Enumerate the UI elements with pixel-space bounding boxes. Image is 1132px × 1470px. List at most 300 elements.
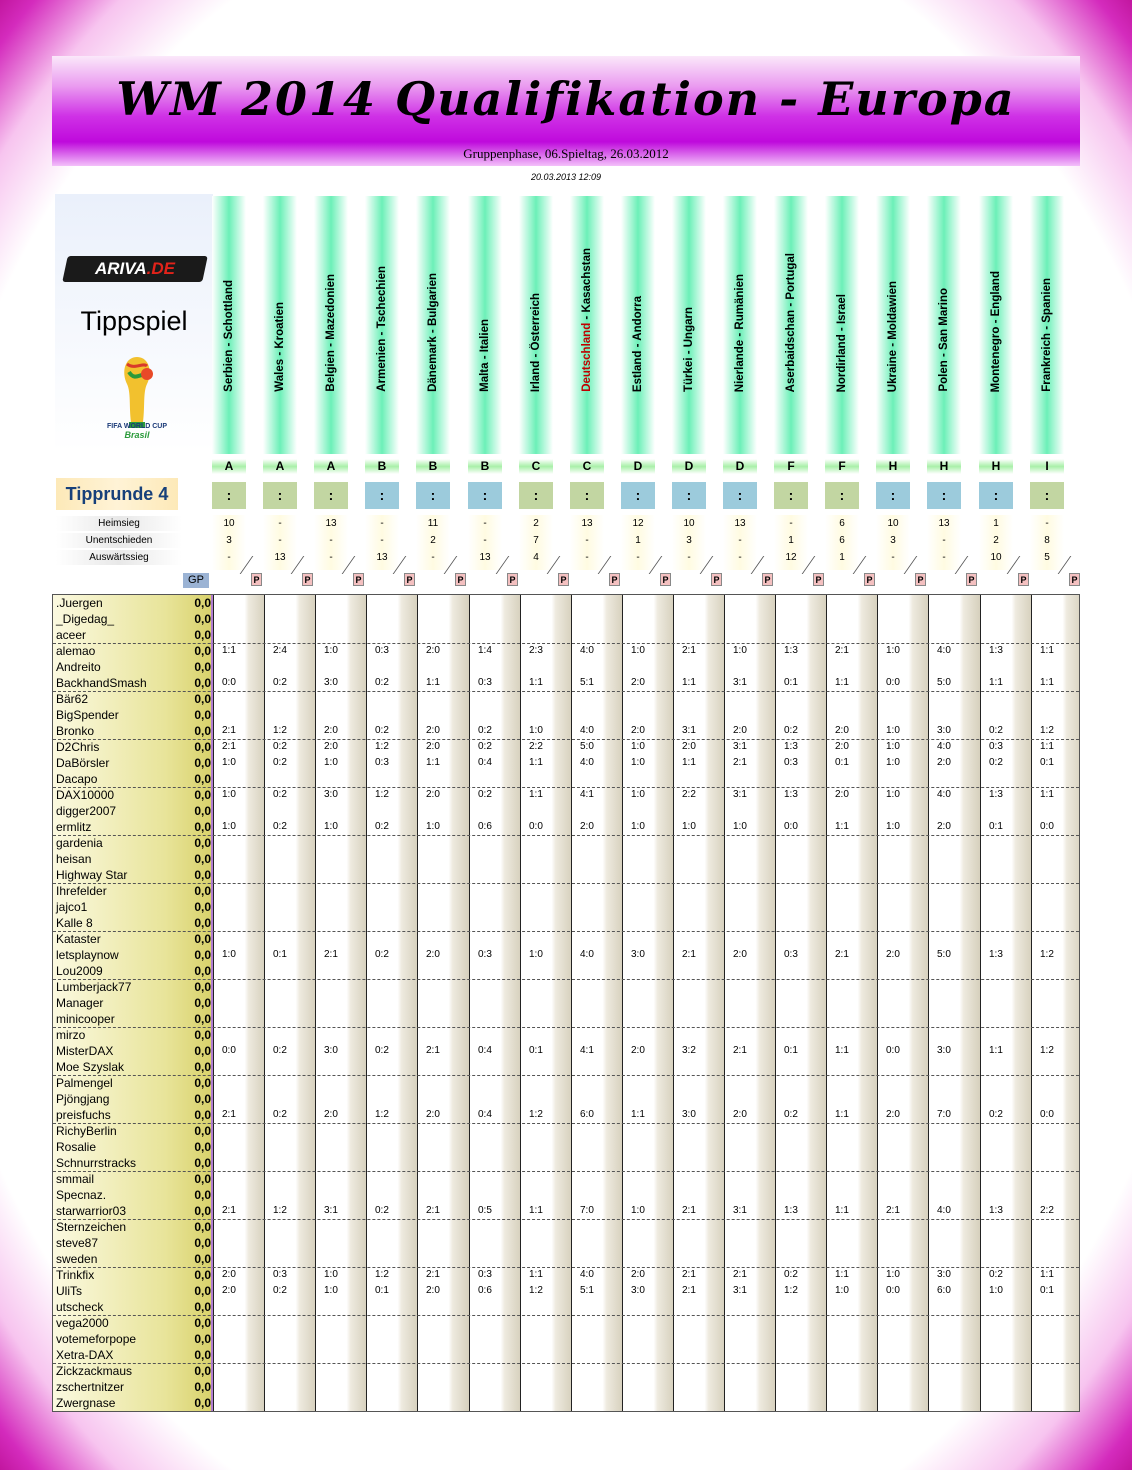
player-points: 0,0 <box>194 1140 211 1154</box>
points-button[interactable]: P <box>609 573 620 586</box>
tip-cell: 2:1 <box>222 741 236 752</box>
match-header: Türkei - Ungarn <box>683 307 695 392</box>
player-points: 0,0 <box>194 996 211 1010</box>
player-points: 0,0 <box>194 628 211 642</box>
player-points: 0,0 <box>194 692 211 706</box>
tip-cell: 5:1 <box>580 1285 594 1296</box>
player-name[interactable]: Schnurrstracks <box>56 1156 137 1170</box>
player-name[interactable]: smmail <box>56 1172 94 1186</box>
player-points: 0,0 <box>194 1204 211 1218</box>
stat-draw: - <box>380 535 384 546</box>
tip-cell: 1:3 <box>989 789 1003 800</box>
tip-cell: 2:1 <box>682 645 696 656</box>
tip-cell: 1:0 <box>324 821 338 832</box>
points-button[interactable]: P <box>813 573 824 586</box>
player-row <box>53 1251 1079 1268</box>
tip-cell: 1:0 <box>631 645 645 656</box>
tip-cell: 0:2 <box>784 1109 798 1120</box>
stat-away-win: 13 <box>274 552 286 563</box>
points-button[interactable]: P <box>864 573 875 586</box>
tip-cell: 0:2 <box>273 757 287 768</box>
stat-draw: 2 <box>430 535 436 546</box>
tip-cell: 0:0 <box>886 1045 900 1056</box>
tip-cell: 1:3 <box>784 789 798 800</box>
player-row <box>53 803 1079 819</box>
tip-cell: 0:1 <box>529 1045 543 1056</box>
match-header: Nordirland - Israel <box>836 293 848 392</box>
group-badge: H <box>876 459 910 474</box>
player-points: 0,0 <box>194 948 211 962</box>
tip-cell: 1:1 <box>1040 789 1054 800</box>
tip-cell: 4:0 <box>937 789 951 800</box>
player-points: 0,0 <box>194 1268 211 1282</box>
tip-cell: 3:1 <box>733 741 747 752</box>
player-row <box>53 1091 1079 1107</box>
tip-cell: 0:0 <box>784 821 798 832</box>
points-button[interactable]: P <box>1069 573 1080 586</box>
player-name[interactable]: Xetra-DAX <box>56 1348 114 1362</box>
player-name[interactable]: Trinkfix <box>56 1268 95 1282</box>
points-button[interactable]: P <box>302 573 313 586</box>
tip-cell: 1:2 <box>273 1205 287 1216</box>
tip-cell: 3:0 <box>324 677 338 688</box>
group-badge: H <box>979 459 1013 474</box>
ariva-logo[interactable]: ARIVA.DE <box>62 256 208 282</box>
player-row <box>53 931 1079 947</box>
player-name[interactable]: Highway Star <box>56 868 128 882</box>
player-name[interactable]: .Juergen <box>56 596 103 610</box>
group-badge: B <box>365 459 399 474</box>
tip-cell: 2:2 <box>1040 1205 1054 1216</box>
group-badge: A <box>314 459 348 474</box>
player-name[interactable]: Zickzackmaus <box>56 1364 133 1378</box>
stat-home-win: - <box>278 518 282 529</box>
stat-home-win: 10 <box>683 518 695 529</box>
tip-cell: 1:2 <box>784 1285 798 1296</box>
player-points: 0,0 <box>194 1284 211 1298</box>
tip-cell: 1:0 <box>222 757 236 768</box>
tip-cell: 3:0 <box>937 1045 951 1056</box>
player-name[interactable]: UliTs <box>56 1284 82 1298</box>
tip-cell: 1:1 <box>529 789 543 800</box>
player-name[interactable]: vega2000 <box>56 1316 109 1330</box>
stat-draw: - <box>278 535 282 546</box>
player-points: 0,0 <box>194 1012 211 1026</box>
tip-cell: 3:0 <box>682 1109 696 1120</box>
tip-cell: 1:0 <box>529 725 543 736</box>
player-name[interactable]: sweden <box>56 1252 98 1266</box>
tip-cell: 2:0 <box>631 725 645 736</box>
player-row <box>53 1027 1079 1043</box>
points-button[interactable]: P <box>455 573 466 586</box>
tip-cell: 0:3 <box>989 741 1003 752</box>
player-name[interactable]: utscheck <box>56 1300 104 1314</box>
player-row <box>53 1283 1079 1299</box>
tip-cell: 3:1 <box>733 677 747 688</box>
player-name[interactable]: Zwergnase <box>56 1396 116 1410</box>
tip-cell: 1:1 <box>835 821 849 832</box>
match-result: : <box>416 482 450 509</box>
tip-cell: 1:0 <box>631 821 645 832</box>
tip-cell: 1:0 <box>222 949 236 960</box>
tip-cell: 2:0 <box>324 1109 338 1120</box>
match-result: : <box>774 482 808 509</box>
player-points: 0,0 <box>194 1396 211 1410</box>
tip-cell: 6:0 <box>580 1109 594 1120</box>
group-badge: A <box>212 459 246 474</box>
tip-cell: 0:6 <box>478 821 492 832</box>
player-row <box>53 611 1079 627</box>
player-points: 0,0 <box>194 916 211 930</box>
player-row <box>53 659 1079 675</box>
tip-cell: 1:2 <box>375 1109 389 1120</box>
player-row <box>53 1299 1079 1316</box>
player-name[interactable]: DAX10000 <box>56 788 115 802</box>
player-name[interactable]: Moe Szyslak <box>56 1060 125 1074</box>
group-badge: D <box>723 459 757 474</box>
stat-home-win: 13 <box>938 518 950 529</box>
tip-cell: 0:1 <box>989 821 1003 832</box>
match-result: : <box>570 482 604 509</box>
player-name[interactable]: alemao <box>56 644 96 658</box>
tip-cell: 0:6 <box>478 1285 492 1296</box>
tip-cell: 1:2 <box>1040 1045 1054 1056</box>
tip-cell: 5:0 <box>937 949 951 960</box>
player-points: 0,0 <box>194 1108 211 1122</box>
player-points: 0,0 <box>194 772 211 786</box>
tip-cell: 1:3 <box>989 645 1003 656</box>
player-name[interactable]: Sternzeichen <box>56 1220 127 1234</box>
tip-cell: 0:2 <box>478 725 492 736</box>
tip-cell: 0:3 <box>273 1269 287 1280</box>
tip-cell: 0:2 <box>273 1045 287 1056</box>
tip-cell: 7:0 <box>937 1109 951 1120</box>
stat-label-away-win: Auswärtssieg <box>56 550 182 565</box>
stat-away-win: - <box>431 552 435 563</box>
stat-draw: - <box>483 535 487 546</box>
stat-away-win: 1 <box>839 552 845 563</box>
stat-draw: 2 <box>993 535 999 546</box>
tip-cell: 2:1 <box>682 1205 696 1216</box>
points-button[interactable]: P <box>1018 573 1029 586</box>
match-result: : <box>263 482 297 509</box>
tip-cell: 1:1 <box>426 757 440 768</box>
player-name[interactable]: gardenia <box>56 836 103 850</box>
tip-cell: 1:0 <box>886 741 900 752</box>
player-row <box>53 947 1079 963</box>
tip-cell: 2:0 <box>426 949 440 960</box>
tip-cell: 0:1 <box>273 949 287 960</box>
player-points: 0,0 <box>194 756 211 770</box>
player-row <box>53 1315 1079 1331</box>
tip-cell: 1:3 <box>989 1205 1003 1216</box>
group-badge: D <box>672 459 706 474</box>
player-points: 0,0 <box>194 612 211 626</box>
tip-cell: 0:0 <box>529 821 543 832</box>
tip-cell: 0:0 <box>886 1285 900 1296</box>
tip-cell: 1:1 <box>835 1045 849 1056</box>
points-button[interactable]: P <box>966 573 977 586</box>
match-header: Estland - Andorra <box>632 295 644 392</box>
player-name[interactable]: aceer <box>56 628 87 642</box>
player-name[interactable]: Manager <box>56 996 104 1010</box>
tip-cell: 0:3 <box>478 677 492 688</box>
stat-home-win: 12 <box>632 518 644 529</box>
points-button[interactable]: P <box>353 573 364 586</box>
player-name[interactable]: Kataster <box>56 932 101 946</box>
tip-cell: 1:2 <box>273 725 287 736</box>
player-name[interactable]: Palmengel <box>56 1076 113 1090</box>
player-name[interactable]: starwarrior03 <box>56 1204 127 1218</box>
player-name[interactable]: _Digedag_ <box>56 612 115 626</box>
player-row <box>53 723 1079 740</box>
tip-cell: 1:0 <box>222 821 236 832</box>
points-button[interactable]: P <box>660 573 671 586</box>
tip-cell: 2:1 <box>733 757 747 768</box>
player-name[interactable]: Ihrefelder <box>56 884 107 898</box>
player-points: 0,0 <box>194 788 211 802</box>
tip-cell: 0:2 <box>784 725 798 736</box>
tip-cell: 0:2 <box>375 677 389 688</box>
player-name[interactable]: Kalle 8 <box>56 916 93 930</box>
player-row <box>53 675 1079 692</box>
match-result: : <box>365 482 399 509</box>
player-name[interactable]: Pjöngjang <box>56 1092 110 1106</box>
player-name[interactable]: ermlitz <box>56 820 92 834</box>
player-points: 0,0 <box>194 1364 211 1378</box>
player-name[interactable]: MisterDAX <box>56 1044 114 1058</box>
points-button[interactable]: P <box>507 573 518 586</box>
stat-draw: 3 <box>686 535 692 546</box>
player-points: 0,0 <box>194 1172 211 1186</box>
tip-cell: 0:4 <box>478 1045 492 1056</box>
tip-cell: 1:0 <box>682 821 696 832</box>
tip-cell: 6:0 <box>937 1285 951 1296</box>
match-header: Ukraine - Moldawien <box>887 280 899 392</box>
stat-away-win: 12 <box>785 552 797 563</box>
player-name[interactable]: steve87 <box>56 1236 99 1250</box>
tip-cell: 0:2 <box>273 1285 287 1296</box>
player-name[interactable]: RichyBerlin <box>56 1124 117 1138</box>
player-row <box>53 1331 1079 1347</box>
tip-cell: 3:0 <box>937 725 951 736</box>
tip-cell: 2:1 <box>426 1269 440 1280</box>
tip-cell: 0:1 <box>375 1285 389 1296</box>
tip-cell: 2:0 <box>324 741 338 752</box>
stat-away-win: 10 <box>990 552 1002 563</box>
tip-cell: 0:4 <box>478 1109 492 1120</box>
player-name[interactable]: D2Chris <box>56 740 100 754</box>
stat-home-win: - <box>1045 518 1049 529</box>
stat-away-win: 13 <box>376 552 388 563</box>
match-header: Frankreich - Spanien <box>1041 278 1053 392</box>
tip-cell: 3:0 <box>631 1285 645 1296</box>
player-points: 0,0 <box>194 964 211 978</box>
game-label: Tippspiel <box>80 306 188 336</box>
tip-cell: 1:1 <box>835 1109 849 1120</box>
player-row <box>53 835 1079 851</box>
match-header: Wales - Kroatien <box>274 302 286 392</box>
match-header: Dänemark - Bulgarien <box>427 273 439 392</box>
points-button[interactable]: P <box>762 573 773 586</box>
player-row <box>53 1123 1079 1139</box>
player-row <box>53 979 1079 995</box>
player-name[interactable]: BigSpender <box>56 708 119 722</box>
tip-cell: 1:2 <box>375 1269 389 1280</box>
tip-cell: 0:4 <box>478 757 492 768</box>
tip-cell: 2:1 <box>426 1205 440 1216</box>
points-button[interactable]: P <box>915 573 926 586</box>
player-points: 0,0 <box>194 1028 211 1042</box>
match-header: Serbien - Schottland <box>223 280 235 392</box>
player-points: 0,0 <box>194 1124 211 1138</box>
tip-cell: 0:2 <box>784 1269 798 1280</box>
player-row <box>53 1203 1079 1220</box>
match-header: Montenegro - England <box>990 270 1002 392</box>
player-row <box>53 1059 1079 1076</box>
tip-cell: 2:1 <box>682 949 696 960</box>
tip-cell: 0:3 <box>478 949 492 960</box>
player-name[interactable]: minicooper <box>56 1012 115 1026</box>
tip-cell: 0:1 <box>784 677 798 688</box>
tip-cell: 1:0 <box>886 725 900 736</box>
tip-cell: 2:1 <box>324 949 338 960</box>
player-row <box>53 1011 1079 1028</box>
tip-cell: 4:0 <box>937 741 951 752</box>
stat-home-win: 10 <box>887 518 899 529</box>
player-points: 0,0 <box>194 1076 211 1090</box>
tip-cell: 3:1 <box>733 1205 747 1216</box>
player-name[interactable]: Specnaz. <box>56 1188 107 1202</box>
points-button[interactable]: P <box>404 573 415 586</box>
player-name[interactable]: votemeforpope <box>56 1332 137 1346</box>
player-name[interactable]: Bär62 <box>56 692 89 706</box>
tip-cell: 4:0 <box>937 645 951 656</box>
tip-cell: 2:2 <box>529 741 543 752</box>
tip-cell: 0:2 <box>273 789 287 800</box>
tip-cell: 1:1 <box>989 1045 1003 1056</box>
player-name[interactable]: preisfuchs <box>56 1108 111 1122</box>
player-name[interactable]: Andreito <box>56 660 101 674</box>
player-row <box>53 1235 1079 1251</box>
tip-cell: 1:1 <box>682 677 696 688</box>
player-name[interactable]: BackhandSmash <box>56 676 147 690</box>
points-button[interactable]: P <box>558 573 569 586</box>
tip-cell: 2:1 <box>886 1205 900 1216</box>
stat-draw: - <box>942 535 946 546</box>
player-row <box>53 963 1079 980</box>
match-result: : <box>621 482 655 509</box>
player-row <box>53 787 1079 803</box>
player-row <box>53 915 1079 932</box>
points-button[interactable]: P <box>251 573 262 586</box>
tip-cell: 1:1 <box>222 645 236 656</box>
tip-cell: 2:0 <box>733 1109 747 1120</box>
player-name[interactable]: letsplaynow <box>56 948 119 962</box>
player-name[interactable]: jajco1 <box>56 900 88 914</box>
tip-cell: 2:0 <box>631 1045 645 1056</box>
tip-cell: 3:0 <box>324 1045 338 1056</box>
player-row <box>53 595 1079 611</box>
tip-cell: 2:0 <box>631 1269 645 1280</box>
tip-cell: 0:2 <box>478 789 492 800</box>
player-name[interactable]: Lou2009 <box>56 964 103 978</box>
tip-cell: 1:3 <box>989 949 1003 960</box>
player-name[interactable]: mirzo <box>56 1028 86 1042</box>
player-points: 0,0 <box>194 660 211 674</box>
tip-cell: 0:2 <box>375 1205 389 1216</box>
tip-cell: 0:3 <box>375 757 389 768</box>
tip-cell: 2:0 <box>631 677 645 688</box>
match-result: : <box>1030 482 1064 509</box>
tip-cell: 4:1 <box>580 789 594 800</box>
player-row <box>53 851 1079 867</box>
tip-cell: 1:0 <box>324 757 338 768</box>
tip-cell: 2:0 <box>324 725 338 736</box>
tip-cell: 2:2 <box>682 789 696 800</box>
tip-cell: 1:1 <box>835 677 849 688</box>
group-badge: B <box>468 459 502 474</box>
tip-cell: 1:0 <box>886 645 900 656</box>
tip-cell: 2:1 <box>682 1269 696 1280</box>
stat-home-win: 13 <box>581 518 593 529</box>
player-name[interactable]: Lumberjack77 <box>56 980 132 994</box>
player-row <box>53 995 1079 1011</box>
group-badge: B <box>416 459 450 474</box>
tip-cell: 0:2 <box>273 1109 287 1120</box>
player-points: 0,0 <box>194 980 211 994</box>
tip-cell: 0:0 <box>222 677 236 688</box>
tip-cell: 1:0 <box>886 757 900 768</box>
player-name[interactable]: DaBörsler <box>56 756 110 770</box>
player-name[interactable]: Bronko <box>56 724 95 738</box>
tip-cell: 1:0 <box>733 645 747 656</box>
tip-cell: 2:3 <box>529 645 543 656</box>
points-button[interactable]: P <box>711 573 722 586</box>
player-name[interactable]: Rosalie <box>56 1140 97 1154</box>
player-points: 0,0 <box>194 1060 211 1074</box>
player-name[interactable]: heisan <box>56 852 92 866</box>
player-row <box>53 1395 1079 1412</box>
player-name[interactable]: digger2007 <box>56 804 117 818</box>
player-points: 0,0 <box>194 1380 211 1394</box>
player-points: 0,0 <box>194 884 211 898</box>
match-header: Deutschland - Kasachstan <box>581 248 593 392</box>
tip-cell: 2:0 <box>426 1109 440 1120</box>
player-row <box>53 643 1079 659</box>
tip-cell: 1:3 <box>784 1205 798 1216</box>
match-result: : <box>825 482 859 509</box>
player-name[interactable]: zschertnitzer <box>56 1380 125 1394</box>
tip-cell: 1:0 <box>222 789 236 800</box>
tip-cell: 0:3 <box>784 757 798 768</box>
tip-cell: 1:0 <box>886 1269 900 1280</box>
match-result: : <box>468 482 502 509</box>
tip-cell: 2:0 <box>426 645 440 656</box>
stat-draw: 3 <box>226 535 232 546</box>
player-name[interactable]: Dacapo <box>56 772 98 786</box>
match-header: Nierlande - Rumänien <box>734 273 746 392</box>
tip-cell: 1:1 <box>989 677 1003 688</box>
tip-cell: 2:1 <box>682 1285 696 1296</box>
match-result: : <box>723 482 757 509</box>
tip-cell: 1:0 <box>324 1269 338 1280</box>
tip-cell: 1:1 <box>1040 645 1054 656</box>
tip-cell: 5:1 <box>580 677 594 688</box>
tip-cell: 2:1 <box>222 725 236 736</box>
stat-away-win: - <box>942 552 946 563</box>
tip-cell: 3:0 <box>937 1269 951 1280</box>
